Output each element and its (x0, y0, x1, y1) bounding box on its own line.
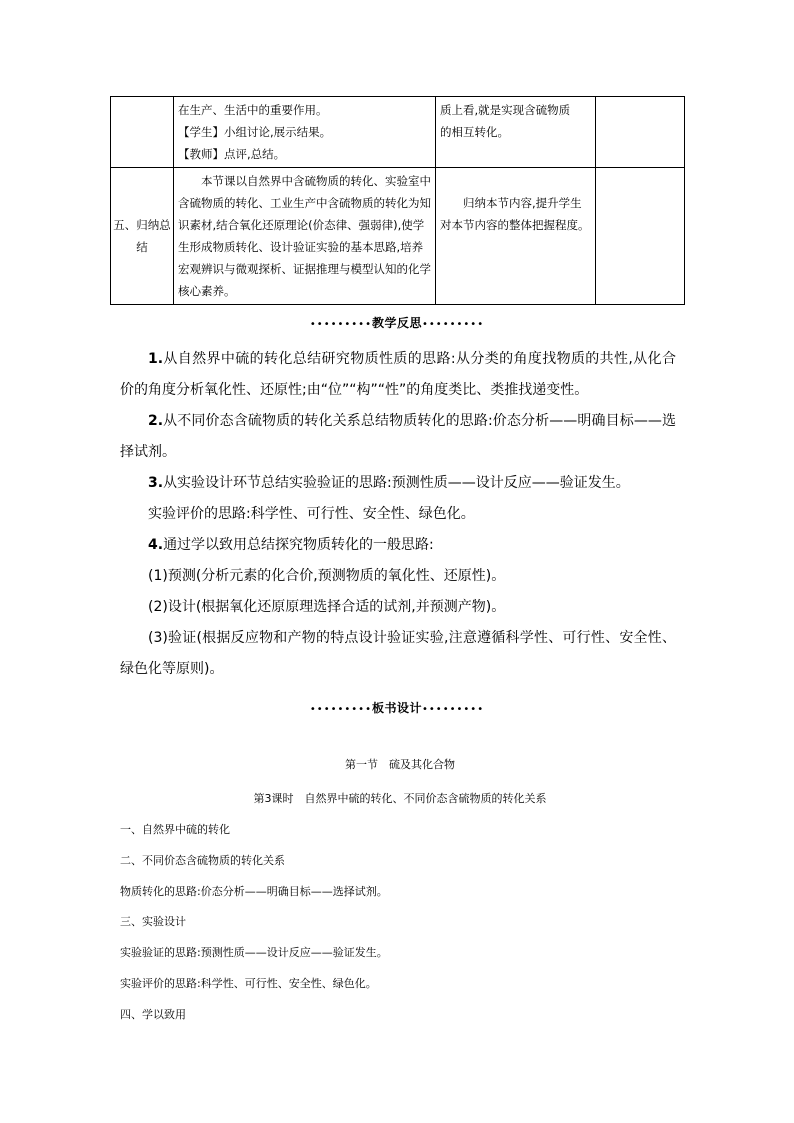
paragraph-number: 3. (148, 475, 164, 491)
paragraph-text: 从实验设计环节总结实验验证的思路:预测性质——设计反应——验证发生。 (163, 475, 630, 491)
board-title-1: 第一节 硫及其化合物 (345, 758, 455, 771)
reflection-title: 教学反思 (371, 316, 422, 330)
reflection-paragraph: 实验评价的思路:科学性、可行性、安全性、绿色化。 (148, 506, 475, 522)
board-item: 实验评价的思路:科学性、可行性、安全性、绿色化。 (120, 977, 377, 990)
paragraph-number: 1. (148, 351, 164, 367)
paragraph-number: 2. (148, 413, 164, 429)
paragraph-text: 从自然界中硫的转化总结研究物质性质的思路:从分类的角度找物质的共性,从化合价的角度分析氧化性、还原性;由“位”“构”“性”的角度类比、类推找递变性。 (120, 351, 676, 398)
reflection-paragraph: (1)预测(分析元素的化合价,预测物质的氧化性、还原性)。 (148, 568, 506, 584)
board-content (120, 0, 680, 1123)
content-line: 【教师】点评,总结。 (178, 147, 286, 161)
paragraph-text: 通过学以致用总结探究物质转化的一般思路: (163, 537, 434, 553)
paragraph-text: 从不同价态含硫物质的转化关系总结物质转化的思路:价态分析——明确目标——选择试剂。 (120, 413, 676, 460)
board-title: 板书设计 (371, 701, 422, 715)
content-cell: 本节课以自然界中含硫物质的转化、实验室中含硫物质的转化、工业生产中含硫物质的转化为知识素材,结合氧化还原理论(价态律、强弱律),使学生形成物质转化、设计验证实验的基本思路,培养宏观辨识与微观探析、证据推理与模型认知的化学核心素养。 (174, 168, 436, 305)
board-item: 一、自然界中硫的转化 (120, 823, 230, 836)
dots-decoration: ••••••••• (309, 704, 372, 715)
intent-line: 质上看,就是实现含硫物质 (440, 103, 571, 117)
intent-text: 归纳本节内容,提升学生对本节内容的整体把握程度。 (440, 196, 590, 232)
board-title-2: 第3课时 自然界中硫的转化、不同价态含硫物质的转化关系 (253, 792, 547, 805)
dots-decoration: ••••••••• (422, 319, 485, 330)
board-item: 实验验证的思路:预测性质——设计反应——验证发生。 (120, 946, 388, 959)
stage-cell: 五、归纳总结 (111, 168, 174, 305)
board-item: 四、学以致用 (120, 1008, 186, 1021)
dots-decoration: ••••••••• (422, 704, 485, 715)
dots-decoration: ••••••••• (309, 319, 372, 330)
board-item: 三、实验设计 (120, 915, 186, 928)
intent-line: 的相互转化。 (440, 125, 509, 139)
reflection-paragraph: (3)验证(根据反应物和产物的特点设计验证实验,注意遵循科学性、可行性、安全性、绿色化等原则)。 (120, 630, 676, 677)
content-line: 【学生】小组讨论,展示结果。 (178, 125, 332, 139)
board-item: 物质转化的思路:价态分析——明确目标——选择试剂。 (120, 885, 388, 898)
paragraph-number: 4. (148, 537, 164, 553)
reflection-paragraph: (2)设计(根据氧化还原原理选择合适的试剂,并预测产物)。 (148, 599, 506, 615)
content-line: 在生产、生活中的重要作用。 (178, 103, 328, 117)
board-item: 二、不同价态含硫物质的转化关系 (120, 854, 285, 867)
